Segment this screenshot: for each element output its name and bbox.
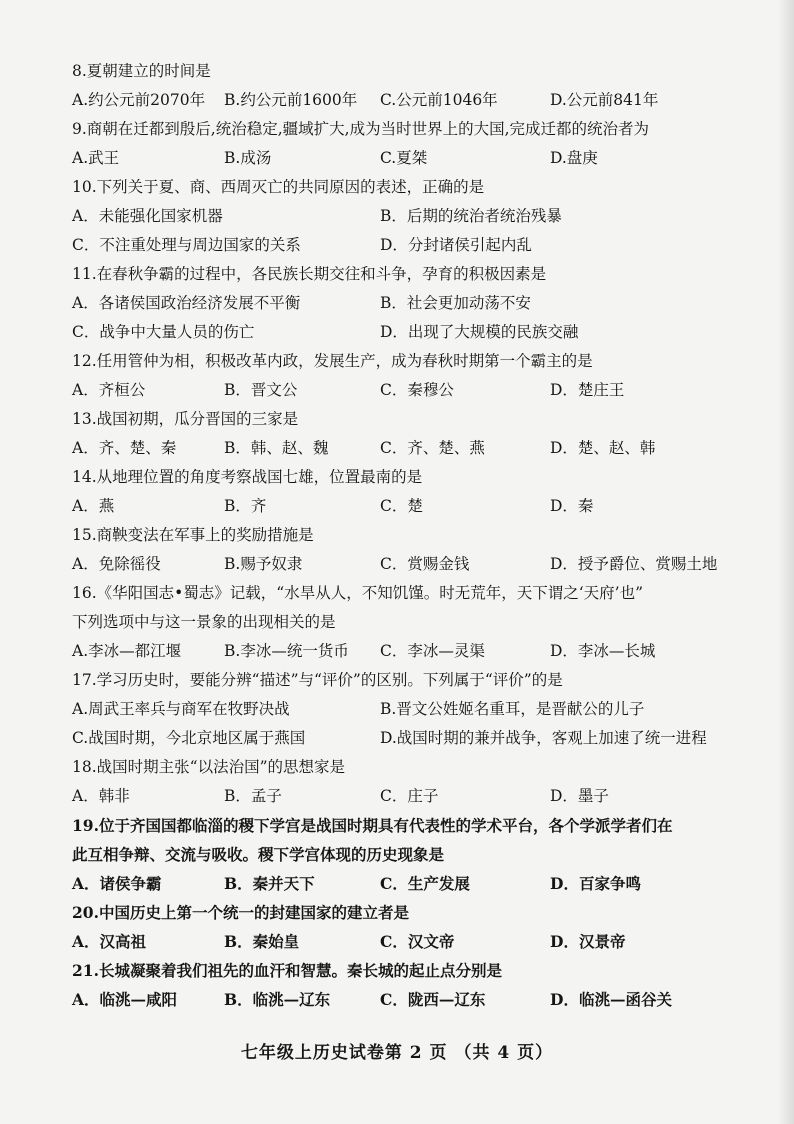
scan-edge-shadow — [778, 0, 794, 1124]
option-a: A．临洮—咸阳 — [72, 990, 178, 1009]
question-stem: 8.夏朝建立的时间是 — [72, 62, 211, 80]
option-row — [72, 927, 762, 956]
option-a: A．诸侯争霸 — [72, 874, 162, 893]
question-6 — [72, 463, 762, 521]
option-b: B.李冰—统一货币 — [224, 642, 349, 660]
option-row — [72, 144, 762, 173]
option-row — [72, 985, 762, 1014]
question-10 — [72, 753, 762, 811]
question-4 — [72, 347, 762, 405]
option-d: D．出现了大规模的民族交融 — [380, 323, 579, 341]
option-d: D.公元前841年 — [550, 91, 659, 109]
option-c: C.公元前1046年 — [380, 91, 498, 109]
question-0 — [72, 57, 762, 115]
option-row — [72, 202, 762, 231]
question-stem: 12.任用管仲为相，积极改革内政，发展生产，成为春秋时期第一个霸主的是 — [72, 352, 593, 370]
option-d: D．楚庄王 — [550, 381, 625, 399]
question-8 — [72, 579, 762, 666]
option-d: D．秦 — [550, 497, 594, 515]
option-c: C．生产发展 — [380, 874, 470, 893]
option-a: A.周武王率兵与商军在牧野决战 — [72, 700, 290, 718]
option-a: A．韩非 — [72, 787, 130, 805]
option-d: D．临洮—函谷关 — [550, 990, 672, 1009]
option-row — [72, 550, 762, 579]
option-row — [72, 782, 762, 811]
option-b: B.成汤 — [224, 149, 272, 167]
question-stem: 9.商朝在迁都到殷后,统治稳定,疆域扩大,成为当时世界上的大国,完成迁都的统治者为 — [72, 120, 649, 138]
option-c: C．陇西—辽东 — [380, 990, 486, 1009]
option-b: B．孟子 — [224, 787, 282, 805]
option-row — [72, 86, 762, 115]
option-d: D．百家争鸣 — [550, 874, 641, 893]
page-footer: 七年级上历史试卷第 2 页 （共 4 页） — [240, 1043, 554, 1063]
option-d: D．汉景帝 — [550, 932, 626, 951]
option-c: C．李冰—灵渠 — [380, 642, 485, 660]
option-c: C．赏赐金钱 — [380, 555, 470, 573]
option-row — [72, 637, 762, 666]
question-stem: 20.中国历史上第一个统一的封建国家的建立者是 — [72, 903, 409, 922]
option-a: A．齐、楚、秦 — [72, 439, 177, 457]
question-13 — [72, 956, 762, 1014]
option-d: D．授予爵位、赏赐土地 — [550, 555, 718, 573]
option-a: A．燕 — [72, 497, 115, 515]
question-stem: 11.在春秋争霸的过程中，各民族长期交往和斗争，孕育的积极因素是 — [72, 265, 547, 283]
question-12 — [72, 898, 762, 956]
question-stem: 14.从地理位置的角度考察战国七雄，位置最南的是 — [72, 468, 423, 486]
option-row — [72, 376, 762, 405]
option-a: A．汉高祖 — [72, 932, 147, 951]
option-d: D．李冰—长城 — [550, 642, 656, 660]
question-11 — [72, 811, 762, 898]
question-3 — [72, 260, 762, 347]
question-stem-continued: 下列选项中与这一景象的出现相关的是 — [72, 613, 336, 631]
option-a: A.武王 — [72, 149, 120, 167]
question-9 — [72, 666, 762, 753]
option-row — [72, 289, 762, 318]
option-c: C．战争中大量人员的伤亡 — [72, 323, 255, 341]
question-stem: 13.战国初期，瓜分晋国的三家是 — [72, 410, 299, 428]
option-c: C．不注重处理与周边国家的关系 — [72, 236, 301, 254]
question-2 — [72, 173, 762, 260]
option-d: D.盘庚 — [550, 149, 598, 167]
question-stem: 18.战国时期主张“以法治国”的思想家是 — [72, 758, 345, 776]
question-stem: 15.商鞅变法在军事上的奖励措施是 — [72, 526, 314, 544]
option-row — [72, 724, 762, 753]
option-row — [72, 231, 762, 260]
question-stem: 10.下列关于夏、商、西周灭亡的共同原因的表述，正确的是 — [72, 178, 485, 196]
option-a: A．齐桓公 — [72, 381, 146, 399]
option-b: B．后期的统治者统治残暴 — [380, 207, 562, 225]
option-c: C．楚 — [380, 497, 423, 515]
option-c: C.夏桀 — [380, 149, 428, 167]
question-stem: 17.学习历史时，要能分辨“描述”与“评价”的区别。下列属于“评价”的是 — [72, 671, 563, 689]
option-b: B.赐予奴隶 — [224, 555, 303, 573]
question-1 — [72, 115, 762, 173]
option-a: A.约公元前2070年 — [72, 91, 206, 109]
option-c: C．庄子 — [380, 787, 439, 805]
option-b: B.晋文公姓姬名重耳，是晋献公的儿子 — [380, 700, 645, 718]
option-b: B．韩、赵、魏 — [224, 439, 329, 457]
option-a: A．未能强化国家机器 — [72, 207, 223, 225]
option-c: C．齐、楚、燕 — [380, 439, 485, 457]
option-row — [72, 695, 762, 724]
question-stem: 21.长城凝聚着我们祖先的血汗和智慧。秦长城的起止点分别是 — [72, 961, 502, 980]
option-row — [72, 869, 762, 898]
option-b: B．晋文公 — [224, 381, 298, 399]
option-c: C．秦穆公 — [380, 381, 454, 399]
question-5 — [72, 405, 762, 463]
option-row — [72, 492, 762, 521]
option-a: A．免除徭役 — [72, 555, 161, 573]
option-b: B．秦始皇 — [224, 932, 300, 951]
option-d: D．墨子 — [550, 787, 609, 805]
option-b: B．社会更加动荡不安 — [380, 294, 531, 312]
option-b: B．齐 — [224, 497, 267, 515]
option-a: A.李冰—都江堰 — [72, 642, 182, 660]
option-row — [72, 318, 762, 347]
option-d: D.战国时期的兼并战争，客观上加速了统一进程 — [380, 729, 707, 747]
option-d: D．楚、赵、韩 — [550, 439, 656, 457]
question-7 — [72, 521, 762, 579]
option-row — [72, 434, 762, 463]
option-a: A．各诸侯国政治经济发展不平衡 — [72, 294, 301, 312]
option-c: C．汉文帝 — [380, 932, 455, 951]
option-b: B．秦并天下 — [224, 874, 315, 893]
question-stem-continued: 此互相争辩、交流与吸收。稷下学宫体现的历史现象是 — [72, 845, 445, 864]
question-stem: 19.位于齐国国都临淄的稷下学宫是战国时期具有代表性的学术平台，各个学派学者们在 — [72, 816, 673, 835]
question-stem: 16.《华阳国志•蜀志》记载，“水旱从人，不知饥馑。时无荒年，天下谓之‘天府’也” — [72, 584, 643, 602]
option-b: B．临洮—辽东 — [224, 990, 331, 1009]
option-d: D．分封诸侯引起内乱 — [380, 236, 532, 254]
option-c: C.战国时期，今北京地区属于燕国 — [72, 729, 306, 747]
option-b: B.约公元前1600年 — [224, 91, 358, 109]
